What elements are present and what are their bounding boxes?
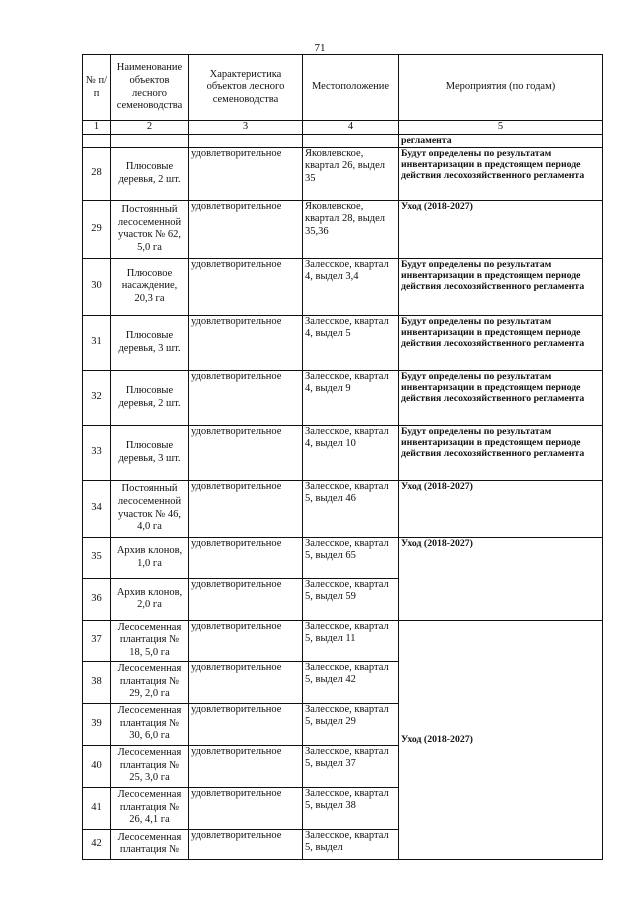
object-location: Яковлевское, квартал 26, выдел 35 bbox=[303, 147, 399, 200]
row-number: 40 bbox=[83, 745, 111, 787]
header-name: Наименование объектов лесного семеноводства bbox=[111, 55, 189, 121]
object-location: Залесское, квартал 5, выдел bbox=[303, 829, 399, 859]
object-location: Залесское, квартал 5, выдел 37 bbox=[303, 745, 399, 787]
activity: Будут определены по результатам инвентаризации в предстоящем периоде действия лесохозяйственного регламента bbox=[399, 315, 603, 370]
table-row bbox=[83, 258, 603, 315]
object-location: Залесское, квартал 5, выдел 59 bbox=[303, 578, 399, 620]
object-characteristic: удовлетворительное bbox=[189, 537, 303, 578]
col-number: 5 bbox=[399, 121, 603, 135]
seed-objects-table bbox=[82, 54, 603, 860]
table-header-row bbox=[83, 55, 603, 121]
header-characteristic: Характеристика объектов лесного семеноводства bbox=[189, 55, 303, 121]
object-location: Яковлевское, квартал 28, выдел 35,36 bbox=[303, 200, 399, 258]
row-number: 28 bbox=[83, 147, 111, 200]
object-location: Залесское, квартал 4, выдел 10 bbox=[303, 425, 399, 480]
object-location: Залесское, квартал 4, выдел 9 bbox=[303, 370, 399, 425]
object-name: Лесосеменная плантация № 29, 2,0 га bbox=[111, 661, 189, 703]
table-row bbox=[83, 370, 603, 425]
col-number: 4 bbox=[303, 121, 399, 135]
object-location: Залесское, квартал 5, выдел 42 bbox=[303, 661, 399, 703]
object-name: Архив клонов, 1,0 га bbox=[111, 537, 189, 578]
object-characteristic: удовлетворительное bbox=[189, 578, 303, 620]
activity: Будут определены по результатам инвентаризации в предстоящем периоде действия лесохозяйственного регламента bbox=[399, 258, 603, 315]
object-characteristic: удовлетворительное bbox=[189, 661, 303, 703]
object-characteristic: удовлетворительное bbox=[189, 147, 303, 200]
object-name: Лесосеменная плантация № 25, 3,0 га bbox=[111, 745, 189, 787]
header-location: Местоположение bbox=[303, 55, 399, 121]
object-name: Плюсовые деревья, 2 шт. bbox=[111, 147, 189, 200]
object-location: Залесское, квартал 4, выдел 3,4 bbox=[303, 258, 399, 315]
row-number: 42 bbox=[83, 829, 111, 859]
object-characteristic: удовлетворительное bbox=[189, 829, 303, 859]
object-location: Залесское, квартал 5, выдел 46 bbox=[303, 480, 399, 537]
object-characteristic: удовлетворительное bbox=[189, 425, 303, 480]
object-name: Лесосеменная плантация № 18, 5,0 га bbox=[111, 620, 189, 661]
table-row bbox=[83, 200, 603, 258]
col-number: 3 bbox=[189, 121, 303, 135]
row-number: 29 bbox=[83, 200, 111, 258]
object-name: Постоянный лесосеменной участок № 62, 5,0 га bbox=[111, 200, 189, 258]
activity: Будут определены по результатам инвентаризации в предстоящем периоде действия лесохозяйственного регламента bbox=[399, 425, 603, 480]
object-name: Плюсовые деревья, 3 шт. bbox=[111, 425, 189, 480]
row-number: 38 bbox=[83, 661, 111, 703]
object-location: Залесское, квартал 5, выдел 38 bbox=[303, 787, 399, 829]
header-activities: Мероприятия (по годам) bbox=[399, 55, 603, 121]
object-characteristic: удовлетворительное bbox=[189, 620, 303, 661]
activity: Уход (2018-2027) bbox=[399, 200, 603, 258]
object-location: Залесское, квартал 5, выдел 65 bbox=[303, 537, 399, 578]
row-number: 34 bbox=[83, 480, 111, 537]
object-characteristic: удовлетворительное bbox=[189, 480, 303, 537]
activity: Уход (2018-2027) bbox=[399, 537, 603, 620]
table-row bbox=[83, 147, 603, 200]
table-row bbox=[83, 425, 603, 480]
object-name: Плюсовые деревья, 3 шт. bbox=[111, 315, 189, 370]
object-characteristic: удовлетворительное bbox=[189, 703, 303, 745]
carry-over-text: регламента bbox=[399, 134, 603, 147]
table-row bbox=[83, 620, 603, 661]
object-name: Постоянный лесосеменной участок № 46, 4,0 га bbox=[111, 480, 189, 537]
column-number-row bbox=[83, 121, 603, 135]
activity: Уход (2018-2027) bbox=[399, 480, 603, 537]
table-row bbox=[83, 537, 603, 578]
row-number: 35 bbox=[83, 537, 111, 578]
header-num: № п/п bbox=[83, 55, 111, 121]
object-characteristic: удовлетворительное bbox=[189, 200, 303, 258]
row-number: 33 bbox=[83, 425, 111, 480]
object-name: Лесосеменная плантация № bbox=[111, 829, 189, 859]
activity: Будут определены по результатам инвентаризации в предстоящем периоде действия лесохозяйственного регламента bbox=[399, 370, 603, 425]
col-number: 1 bbox=[83, 121, 111, 135]
carry-over-row bbox=[83, 134, 603, 147]
object-characteristic: удовлетворительное bbox=[189, 370, 303, 425]
object-characteristic: удовлетворительное bbox=[189, 787, 303, 829]
object-name: Плюсовое насаждение, 20,3 га bbox=[111, 258, 189, 315]
table-row bbox=[83, 480, 603, 537]
object-name: Лесосеменная плантация № 26, 4,1 га bbox=[111, 787, 189, 829]
col-number: 2 bbox=[111, 121, 189, 135]
activity: Будут определены по результатам инвентаризации в предстоящем периоде действия лесохозяйственного регламента bbox=[399, 147, 603, 200]
row-number: 39 bbox=[83, 703, 111, 745]
object-characteristic: удовлетворительное bbox=[189, 258, 303, 315]
row-number: 41 bbox=[83, 787, 111, 829]
object-location: Залесское, квартал 5, выдел 11 bbox=[303, 620, 399, 661]
object-name: Плюсовые деревья, 2 шт. bbox=[111, 370, 189, 425]
page-number: 71 bbox=[314, 42, 326, 54]
row-number: 36 bbox=[83, 578, 111, 620]
table-row bbox=[83, 315, 603, 370]
object-location: Залесское, квартал 4, выдел 5 bbox=[303, 315, 399, 370]
row-number: 31 bbox=[83, 315, 111, 370]
object-name: Лесосеменная плантация № 30, 6,0 га bbox=[111, 703, 189, 745]
row-number: 32 bbox=[83, 370, 111, 425]
object-characteristic: удовлетворительное bbox=[189, 745, 303, 787]
object-location: Залесское, квартал 5, выдел 29 bbox=[303, 703, 399, 745]
object-characteristic: удовлетворительное bbox=[189, 315, 303, 370]
object-name: Архив клонов, 2,0 га bbox=[111, 578, 189, 620]
activity: Уход (2018-2027) bbox=[399, 620, 603, 859]
row-number: 30 bbox=[83, 258, 111, 315]
row-number: 37 bbox=[83, 620, 111, 661]
